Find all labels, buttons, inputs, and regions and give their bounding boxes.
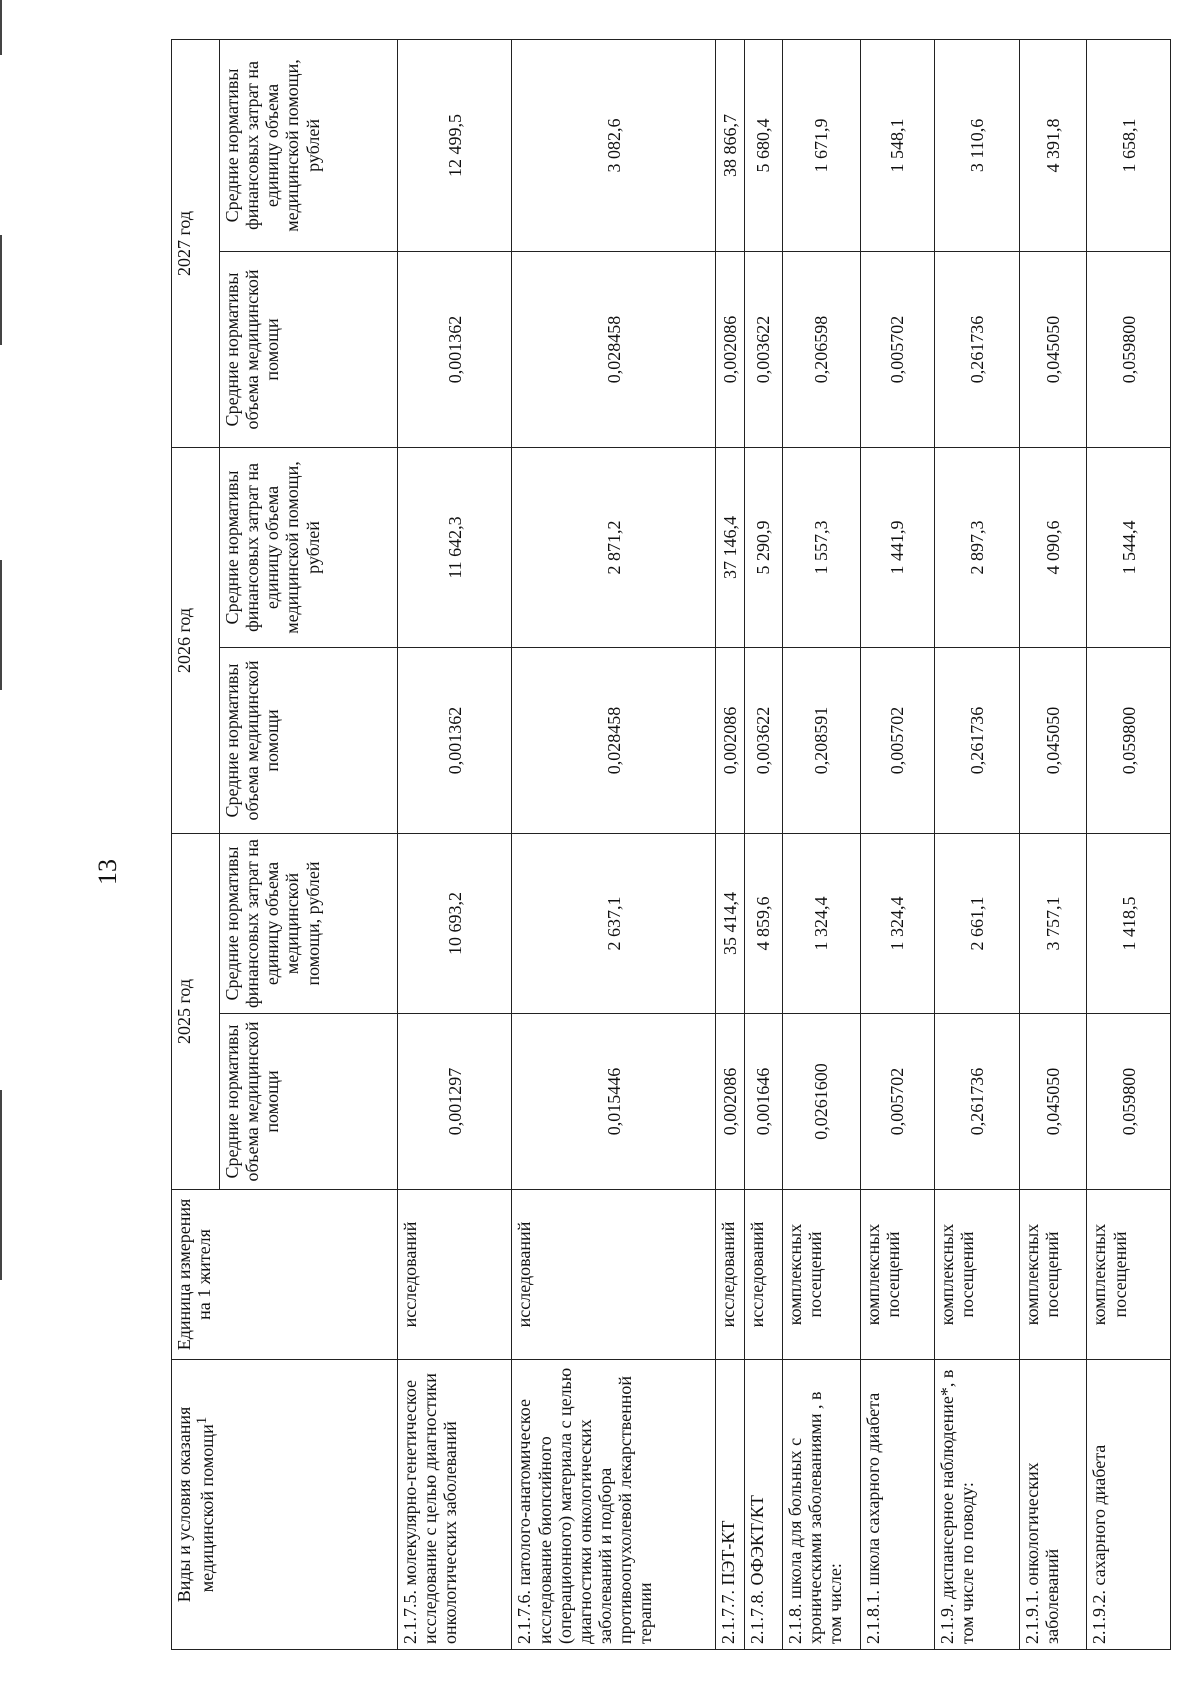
row-cost-2027: 1 658,1: [1087, 39, 1171, 251]
row-unit: исследований: [716, 1190, 745, 1360]
row-volume-2026: 0,028458: [512, 647, 716, 833]
row-unit: исследований: [512, 1190, 716, 1360]
row-cost-2025: 10 693,2: [398, 833, 512, 1013]
table-row: [1019, 39, 1087, 1649]
row-unit: комплексных посещений: [935, 1190, 1020, 1360]
row-cost-2025: 1 324,4: [782, 833, 860, 1013]
row-unit: исследований: [745, 1190, 783, 1360]
row-volume-2027: 0,003622: [745, 251, 783, 447]
row-cost-2025: 35 414,4: [716, 833, 745, 1013]
page-number: 13: [93, 859, 122, 885]
row-volume-2025: 0,015446: [512, 1014, 716, 1190]
row-cost-2027: 5 680,4: [745, 39, 783, 251]
row-cost-2027: 3 110,6: [935, 39, 1020, 251]
header-2026-cost: Средние нормативы финансовых затрат на единицу объема медицинской помощи, рублей: [220, 447, 398, 647]
row-volume-2026: 0,261736: [935, 647, 1020, 833]
row-cost-2025: 4 859,6: [745, 833, 783, 1013]
row-cost-2025: 3 757,1: [1019, 833, 1087, 1013]
row-volume-2025: 0,261736: [935, 1014, 1020, 1190]
row-cost-2026: 2 897,3: [935, 447, 1020, 647]
row-cost-2026: 1 544,4: [1087, 447, 1171, 647]
row-cost-2026: 1 557,3: [782, 447, 860, 647]
row-name: 2.1.7.7. ПЭТ-КТ: [716, 1360, 745, 1650]
row-name: 2.1.7.5. молекулярно-генетическое исследование с целью диагностики онкологических заболеваний: [398, 1360, 512, 1650]
row-cost-2025: 1 324,4: [860, 833, 934, 1013]
row-name: 2.1.8.1. школа сахарного диабета: [860, 1360, 934, 1650]
row-unit: комплексных посещений: [1087, 1190, 1171, 1360]
table-row: [860, 39, 934, 1649]
row-volume-2026: 0,003622: [745, 647, 783, 833]
row-cost-2027: 12 499,5: [398, 39, 512, 251]
row-name: 2.1.9.1. онкологических заболеваний: [1019, 1360, 1087, 1650]
row-unit: комплексных посещений: [782, 1190, 860, 1360]
row-name: 2.1.7.6. патолого-анатомическое исследование биопсийного (операционного) материала с целью диагностики онкологических заболеваний и подбора противоопухолевой лекарственной терапии: [512, 1360, 716, 1650]
table-header-row: [172, 39, 220, 1649]
row-cost-2025: 2 661,1: [935, 833, 1020, 1013]
table-row: [716, 39, 745, 1649]
header-2025-volume: Средние нормативы объема медицинской помощи: [220, 1014, 398, 1190]
header-2027-volume: Средние нормативы объема медицинской помощи: [220, 251, 398, 447]
row-cost-2026: 4 090,6: [1019, 447, 1087, 647]
row-volume-2027: 0,001362: [398, 251, 512, 447]
row-volume-2026: 0,002086: [716, 647, 745, 833]
row-volume-2027: 0,059800: [1087, 251, 1171, 447]
row-volume-2025: 0,005702: [860, 1014, 934, 1190]
header-year-2026: 2026 год: [172, 447, 220, 833]
table-row: [398, 39, 512, 1649]
row-name: 2.1.9.2. сахарного диабета: [1087, 1360, 1171, 1650]
row-volume-2025: 0,002086: [716, 1014, 745, 1190]
row-cost-2027: 1 671,9: [782, 39, 860, 251]
row-volume-2025: 0,001297: [398, 1014, 512, 1190]
row-cost-2025: 2 637,1: [512, 833, 716, 1013]
table-row: [512, 39, 716, 1649]
rotated-table-wrapper: [171, 40, 1171, 1650]
row-volume-2026: 0,045050: [1019, 647, 1087, 833]
row-cost-2027: 38 866,7: [716, 39, 745, 251]
header-kind: Виды и условия оказания медицинской помощи$^1$: [172, 1360, 398, 1650]
scan-edge-mark: [0, 1090, 2, 1280]
row-name: 2.1.8. школа для больных с хроническими заболеваниями , в том числе:: [782, 1360, 860, 1650]
row-volume-2027: 0,002086: [716, 251, 745, 447]
row-unit: исследований: [398, 1190, 512, 1360]
row-volume-2026: 0,001362: [398, 647, 512, 833]
header-unit: Единица измерения на 1 жителя: [172, 1190, 398, 1360]
header-year-2025: 2025 год: [172, 833, 220, 1189]
row-cost-2027: 1 548,1: [860, 39, 934, 251]
table-row: [745, 39, 783, 1649]
row-cost-2027: 4 391,8: [1019, 39, 1087, 251]
normatives-table: [171, 39, 1171, 1650]
table-row: [1087, 39, 1171, 1649]
row-volume-2026: 0,059800: [1087, 647, 1171, 833]
row-volume-2025: 0,0261600: [782, 1014, 860, 1190]
header-2026-volume: Средние нормативы объема медицинской помощи: [220, 647, 398, 833]
row-cost-2027: 3 082,6: [512, 39, 716, 251]
row-volume-2027: 0,028458: [512, 251, 716, 447]
header-2027-cost: Средние нормативы финансовых затрат на единицу объема медицинской помощи, рублей: [220, 39, 398, 251]
header-2025-cost: Средние нормативы финансовых затрат на единицу объема медицинской помощи, рублей: [220, 833, 398, 1013]
scan-edge-mark: [0, 560, 2, 690]
row-unit: комплексных посещений: [1019, 1190, 1087, 1360]
row-cost-2026: 11 642,3: [398, 447, 512, 647]
scan-edge-mark: [0, 235, 2, 345]
table-row: [782, 39, 860, 1649]
row-cost-2025: 1 418,5: [1087, 833, 1171, 1013]
row-cost-2026: 1 441,9: [860, 447, 934, 647]
row-cost-2026: 2 871,2: [512, 447, 716, 647]
row-unit: комплексных посещений: [860, 1190, 934, 1360]
row-volume-2025: 0,045050: [1019, 1014, 1087, 1190]
table-row: [935, 39, 1020, 1649]
row-volume-2027: 0,045050: [1019, 251, 1087, 447]
row-volume-2025: 0,001646: [745, 1014, 783, 1190]
row-name: 2.1.9. диспансерное наблюдение*, в том числе по поводу:: [935, 1360, 1020, 1650]
row-volume-2027: 0,206598: [782, 251, 860, 447]
row-cost-2026: 5 290,9: [745, 447, 783, 647]
row-volume-2025: 0,059800: [1087, 1014, 1171, 1190]
row-cost-2026: 37 146,4: [716, 447, 745, 647]
row-volume-2026: 0,208591: [782, 647, 860, 833]
header-year-2027: 2027 год: [172, 39, 220, 447]
row-name: 2.1.7.8. ОФЭКТ/КТ: [745, 1360, 783, 1650]
row-volume-2027: 0,005702: [860, 251, 934, 447]
scan-edge-mark: [0, 0, 2, 55]
row-volume-2026: 0,005702: [860, 647, 934, 833]
row-volume-2027: 0,261736: [935, 251, 1020, 447]
